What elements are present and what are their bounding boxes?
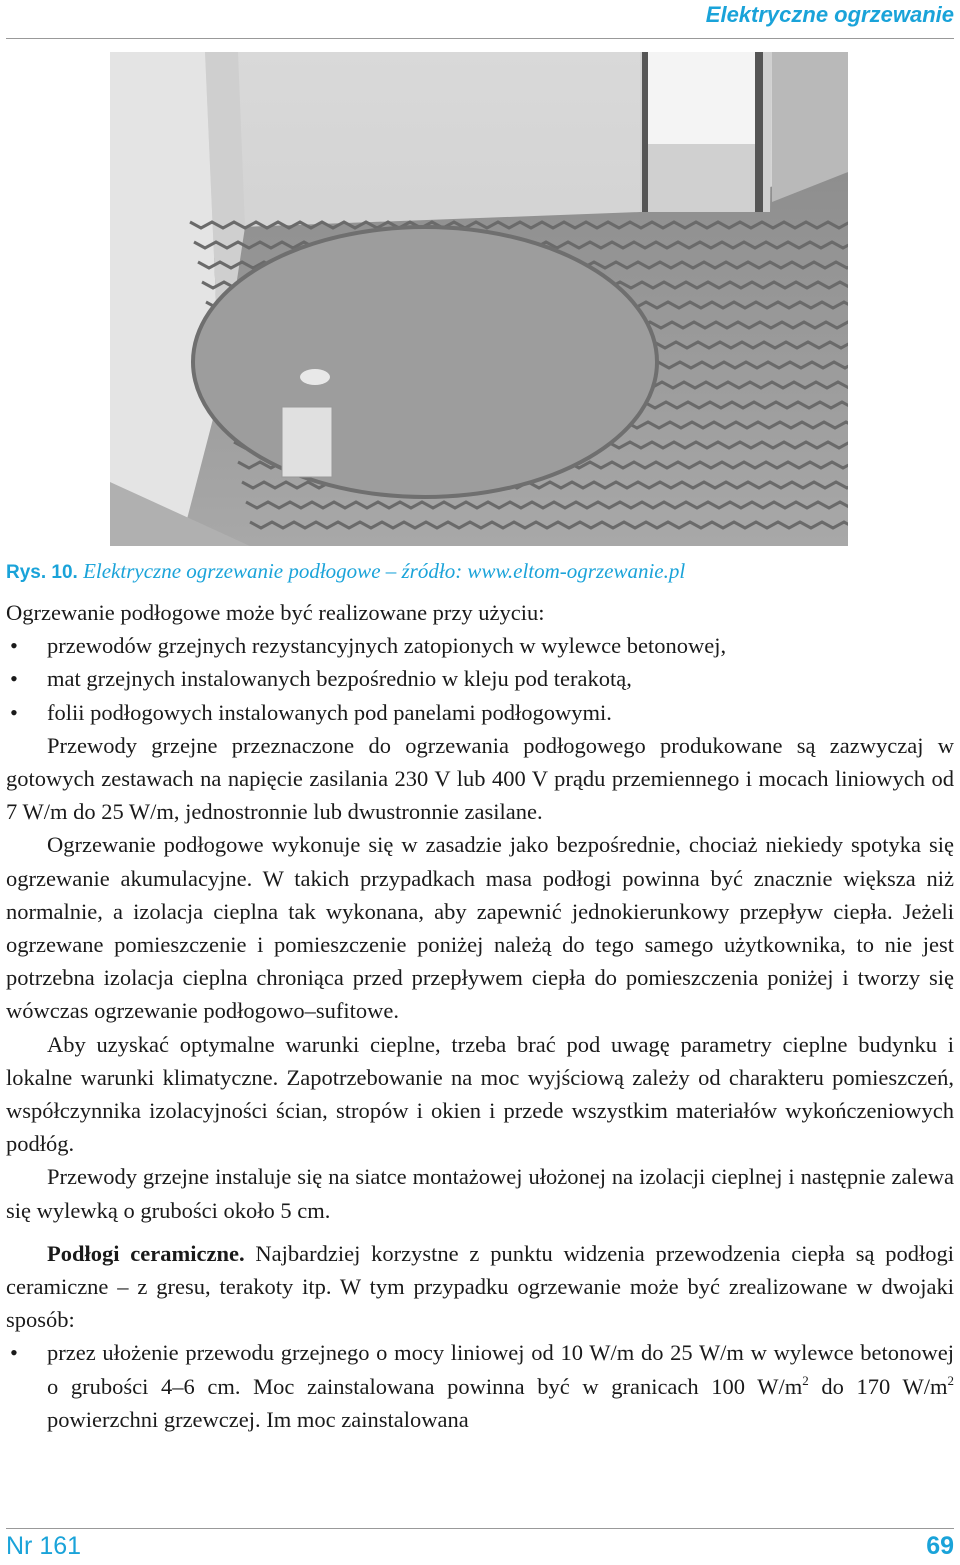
section-heading: Podłogi ceramiczne. <box>47 1240 245 1266</box>
issue-number: Nr 161 <box>6 1532 82 1560</box>
list-item: • mat grzejnych instalowanych bezpośrednio w kleju pod terakotą, <box>6 662 954 695</box>
running-title: Elektryczne ogrzewanie <box>705 2 954 27</box>
header-rule <box>6 38 954 39</box>
list-text: przez ułożenie przewodu grzejnego o mocy liniowej od 10 W/m do 25 W/m w wylewce betonowej o grubości 4–6 cm. Moc zainstalowana powinna być w granicach 100 W/m <box>47 1340 954 1399</box>
intro-paragraph: Ogrzewanie podłogowe może być realizowane przy użyciu: <box>6 600 545 625</box>
paragraph: Aby uzyskać optymalne warunki cieplne, trzeba brać pod uwagę parametry cieplne budynku i lokalne warunki klimatyczne. Zapotrzebowanie na moc wyjściową zależy od charakteru pomieszczeń, współczynnika izolacyjności ścian, stropów i okien i przede wszystkim materiałów wykończeniowych podłóg. <box>6 1031 954 1157</box>
paragraph-text: Najbardziej korzystne z punktu widzenia przewodzenia ciepła są podłogi ceramiczne – z gresu, terakoty itp. W tym przypadku ogrzewanie może być zrealizowane w dwojaki sposób: <box>6 1240 955 1333</box>
paragraph: Przewody grzejne instaluje się na siatce montażowej ułożonej na izolacji cieplnej i następnie zalewa się wylewką o grubości około 5 cm. <box>6 1164 954 1223</box>
figure-caption <box>6 556 954 588</box>
article-body <box>6 596 954 1436</box>
list-text: powierzchni grzewczej. Im moc zainstalowana <box>47 1406 469 1432</box>
installation-methods-list <box>6 1336 954 1436</box>
figure-label: Rys. 10. <box>6 562 78 583</box>
superscript: 2 <box>802 1372 809 1388</box>
list-item: • przewodów grzejnych rezystancyjnych zatopionych w wylewce betonowej, <box>6 629 954 662</box>
paragraph: Ogrzewanie podłogowe wykonuje się w zasadzie jako bezpośrednie, chociaż niekiedy spotyka się ogrzewanie akumulacyjne. W takich przypadkach masa podłogi powinna być znacznie większa niż normalnie, a izolacja cieplna tak wykonana, aby zapewnić jednokierunkowy przepływ ciepła. Jeżeli ogrzewane pomieszczenie i pomieszczenie poniżej należą do tego samego użytkownika, to nie jest potrzebna izolacja cieplna chroniąca przed przepływem ciepła do pomieszczenia poniżej i tworzy się wówczas ogrzewanie podłogowo–sufitowe. <box>6 832 954 1024</box>
heating-methods-list <box>6 629 954 729</box>
page-number: 69 <box>926 1532 954 1560</box>
figure-caption-text: Elektryczne ogrzewanie podłogowe – źródło: www.eltom-ogrzewanie.pl <box>83 559 686 583</box>
footer-rule <box>6 1528 954 1529</box>
paragraph <box>6 1237 954 1337</box>
list-item: • folii podłogowych instalowanych pod panelami podłogowymi. <box>6 696 954 729</box>
list-item <box>6 1336 954 1436</box>
superscript: 2 <box>947 1372 954 1388</box>
page-footer <box>6 1532 954 1562</box>
floor-heating-photo <box>110 52 848 546</box>
paragraph: Przewody grzejne przeznaczone do ogrzewania podłogowego produkowane są zazwyczaj w gotowych zestawach na napięcie zasilania 230 V lub 400 V prądu przemiennego i mocach liniowych od 7 W/m do 25 W/m, jednostronnie lub dwustronnie zasilane. <box>6 732 954 825</box>
list-text: do 170 W/m <box>808 1373 948 1399</box>
